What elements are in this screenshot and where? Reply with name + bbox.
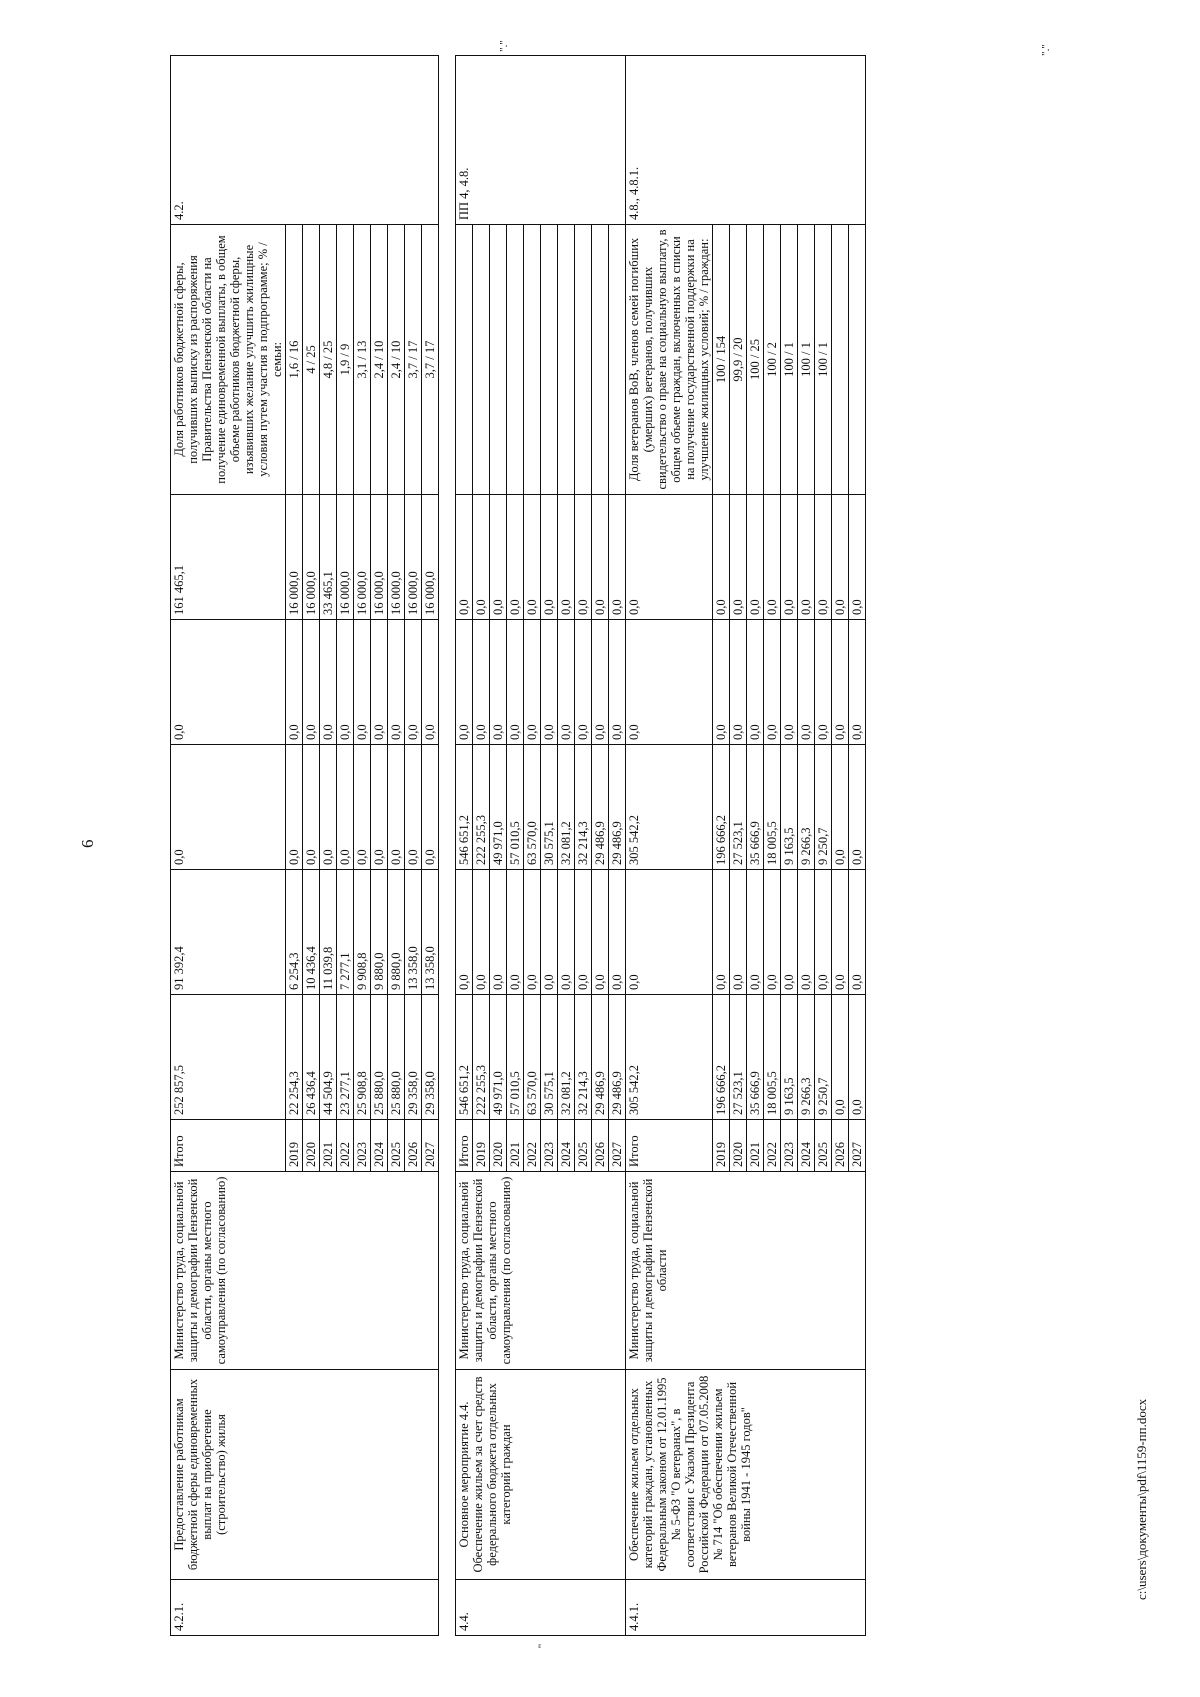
year-value: 0,0 (781, 495, 798, 620)
year-cell: 2021 (320, 1120, 337, 1172)
year-value: 0,0 (815, 620, 832, 745)
year-value: 0,0 (575, 620, 592, 745)
year-value: 0,0 (354, 620, 371, 745)
year-value: 0,0 (354, 745, 371, 870)
year-value: 18 005,5 (764, 995, 781, 1120)
indicator-value (473, 225, 490, 495)
table-body (171, 56, 866, 1636)
year-value: 0,0 (592, 870, 609, 995)
year-value: 16 000,0 (405, 495, 422, 620)
year-value: 0,0 (832, 745, 849, 870)
year-value: 44 504,9 (320, 995, 337, 1120)
total-label: Итого (626, 1120, 713, 1172)
page-number: 6 (78, 839, 97, 848)
year-cell: 2019 (473, 1120, 490, 1172)
year-value: 0,0 (337, 620, 354, 745)
quote-mark: " (536, 1643, 549, 1649)
total-value: 0,0 (456, 620, 473, 745)
indicator-value (609, 225, 626, 495)
indicator-value: 100 / 1 (798, 225, 815, 495)
year-value: 0,0 (286, 620, 303, 745)
year-value: 18 005,5 (764, 745, 781, 870)
year-cell: 2023 (541, 1120, 558, 1172)
indicator-value: 100 / 1 (781, 225, 798, 495)
year-value: 10 436,4 (303, 870, 320, 995)
year-value: 0,0 (575, 495, 592, 620)
year-value: 9 266,3 (798, 745, 815, 870)
row-code: 4.2.1. (171, 1580, 439, 1636)
year-cell: 2022 (524, 1120, 541, 1172)
year-value: 0,0 (371, 745, 388, 870)
year-value: 222 255,3 (473, 995, 490, 1120)
year-value: 0,0 (747, 495, 764, 620)
indicator-value: 100 / 2 (764, 225, 781, 495)
year-value: 25 908,8 (354, 995, 371, 1120)
year-value: 0,0 (524, 495, 541, 620)
year-cell: 2023 (354, 1120, 371, 1172)
year-value: 25 880,0 (371, 995, 388, 1120)
year-value: 0,0 (764, 495, 781, 620)
year-cell: 2019 (286, 1120, 303, 1172)
year-cell: 2027 (849, 1120, 866, 1172)
rotated-table-container (170, 56, 1078, 1636)
indicator-value (507, 225, 524, 495)
table-gap (439, 56, 456, 1636)
year-value: 16 000,0 (337, 495, 354, 620)
year-cell: 2025 (575, 1120, 592, 1172)
year-cell: 2020 (303, 1120, 320, 1172)
year-value: 27 523,1 (730, 995, 747, 1120)
year-value: 0,0 (575, 870, 592, 995)
table-row (456, 56, 473, 1636)
year-value: 0,0 (781, 870, 798, 995)
year-value: 0,0 (849, 620, 866, 745)
indicator-value: 3,7 / 17 (422, 225, 439, 495)
total-value: 91 392,4 (171, 870, 286, 995)
year-value: 0,0 (405, 620, 422, 745)
year-value: 35 666,9 (747, 995, 764, 1120)
indicator-value (832, 225, 849, 495)
year-value: 0,0 (832, 995, 849, 1120)
year-value: 0,0 (832, 495, 849, 620)
year-value: 0,0 (730, 870, 747, 995)
total-value: 0,0 (456, 495, 473, 620)
year-cell: 2023 (781, 1120, 798, 1172)
measure-name: Основное мероприятие 4.4. Обеспечение жильем за счет средств федерального бюджета отдельных категорий граждан (456, 1370, 626, 1580)
year-value: 63 570,0 (524, 745, 541, 870)
indicator-name: Доля ветеранов ВоВ, членов семей погибших (умерших) ветеранов, получивших свидетельство о праве на социальную выплату, в общем объеме граждан, включенных в списки на получение государственной поддержки на улучшение жилищных условий; % / граждан: (626, 225, 713, 495)
year-value: 29 358,0 (405, 995, 422, 1120)
footer-file-path: c:\users\документы\pdf\1159-пп.docx (1134, 1398, 1149, 1600)
year-value: 32 081,2 (558, 745, 575, 870)
year-value: 196 666,2 (713, 995, 730, 1120)
year-value: 9 880,0 (371, 870, 388, 995)
year-value: 0,0 (849, 870, 866, 995)
year-value: 29 486,9 (592, 745, 609, 870)
indicator-name (456, 225, 473, 495)
indicator-value (558, 225, 575, 495)
year-value: 0,0 (473, 870, 490, 995)
indicator-name: Доля работников бюджетной сферы, получивших выписку из распоряжения Правительства Пензенской области на получение единовременной выплаты, в общем объеме работников бюджетной сферы, изъявивших желание улучшить жилищные условия путем участия в подпрограмме; % / семьи: (171, 225, 286, 495)
year-value: 0,0 (798, 870, 815, 995)
year-value: 0,0 (609, 620, 626, 745)
year-value: 0,0 (490, 870, 507, 995)
year-value: 9 908,8 (354, 870, 371, 995)
year-cell: 2022 (337, 1120, 354, 1172)
table-row (171, 56, 286, 1636)
gap-cell (439, 56, 456, 1636)
indicator-value: 1,6 / 16 (286, 225, 303, 495)
year-value: 0,0 (609, 495, 626, 620)
year-value: 0,0 (592, 495, 609, 620)
year-value: 32 214,3 (575, 745, 592, 870)
indicator-value (575, 225, 592, 495)
indicator-value: 100 / 1 (815, 225, 832, 495)
year-value: 49 971,0 (490, 745, 507, 870)
indicator-value: 1,9 / 9 (337, 225, 354, 495)
year-value: 0,0 (524, 620, 541, 745)
year-value: 0,0 (490, 495, 507, 620)
year-value: 11 039,8 (320, 870, 337, 995)
year-value: 0,0 (849, 995, 866, 1120)
year-value: 196 666,2 (713, 745, 730, 870)
total-value: 0,0 (171, 745, 286, 870)
year-cell: 2020 (730, 1120, 747, 1172)
year-value: 13 358,0 (422, 870, 439, 995)
year-value: 49 971,0 (490, 995, 507, 1120)
year-cell: 2026 (405, 1120, 422, 1172)
year-value: 9 163,5 (781, 745, 798, 870)
indicator-value: 4,8 / 25 (320, 225, 337, 495)
row-code: 4.4.1. (626, 1580, 866, 1636)
year-value: 29 358,0 (422, 995, 439, 1120)
year-value: 16 000,0 (371, 495, 388, 620)
total-value: 305 542,2 (626, 745, 713, 870)
total-label: Итого (456, 1120, 473, 1172)
year-value: 57 010,5 (507, 745, 524, 870)
year-value: 0,0 (320, 745, 337, 870)
total-value: 161 465,1 (171, 495, 286, 620)
year-value: 0,0 (849, 495, 866, 620)
indicator-link: 4.2. (171, 56, 439, 225)
year-value: 0,0 (730, 620, 747, 745)
year-cell: 2021 (507, 1120, 524, 1172)
year-value: 0,0 (815, 870, 832, 995)
year-value: 0,0 (609, 870, 626, 995)
year-value: 0,0 (558, 870, 575, 995)
year-value: 0,0 (320, 620, 337, 745)
year-value: 0,0 (422, 745, 439, 870)
executor: Министерство труда, социальной защиты и демографии Пензенской области (626, 1172, 866, 1370)
total-value: 0,0 (171, 620, 286, 745)
year-cell: 2025 (815, 1120, 832, 1172)
indicator-value: 4 / 25 (303, 225, 320, 495)
year-value: 0,0 (747, 620, 764, 745)
year-value: 16 000,0 (286, 495, 303, 620)
indicator-value (541, 225, 558, 495)
year-value: 22 254,3 (286, 995, 303, 1120)
year-value: 0,0 (337, 745, 354, 870)
year-cell: 2025 (388, 1120, 405, 1172)
quote-mark: "." (1039, 44, 1052, 56)
indicator-value: 100 / 25 (747, 225, 764, 495)
indicator-value (524, 225, 541, 495)
year-value: 0,0 (713, 495, 730, 620)
year-value: 57 010,5 (507, 995, 524, 1120)
executor: Министерство труда, социальной защиты и демографии Пензенской области, органы местного самоуправления (по согласованию) (456, 1172, 626, 1370)
total-value: 0,0 (626, 620, 713, 745)
year-value: 0,0 (405, 745, 422, 870)
year-cell: 2027 (422, 1120, 439, 1172)
year-value: 35 666,9 (747, 745, 764, 870)
year-cell: 2019 (713, 1120, 730, 1172)
year-value: 0,0 (764, 620, 781, 745)
year-value: 9 880,0 (388, 870, 405, 995)
measure-name: Обеспечение жильем отдельных категорий граждан, установленных Федеральным законом от 12.01.1995 № 5-ФЗ "О ветеранах", в соответствии с Указом Президента Российской Федерации от 07.05.2008 № 714 "Об обеспечении жильем ветеранов Великой Отечественной войны 1941 - 1945 годов" (626, 1370, 866, 1580)
year-value: 0,0 (422, 620, 439, 745)
quote-mark: "." (497, 40, 510, 52)
year-value: 0,0 (388, 620, 405, 745)
year-value: 0,0 (832, 620, 849, 745)
year-value: 25 880,0 (388, 995, 405, 1120)
year-value: 0,0 (507, 620, 524, 745)
year-value: 0,0 (507, 495, 524, 620)
year-value: 0,0 (286, 745, 303, 870)
indicator-link: ПП 4, 4.8. (456, 56, 626, 225)
year-value: 16 000,0 (303, 495, 320, 620)
year-value: 0,0 (303, 745, 320, 870)
year-value: 0,0 (303, 620, 320, 745)
year-value: 0,0 (815, 495, 832, 620)
indicator-value: 99,9 / 20 (730, 225, 747, 495)
indicator-value: 2,4 / 10 (371, 225, 388, 495)
year-cell: 2024 (798, 1120, 815, 1172)
year-cell: 2021 (747, 1120, 764, 1172)
year-value: 0,0 (541, 870, 558, 995)
total-value: 0,0 (626, 870, 713, 995)
year-value: 32 081,2 (558, 995, 575, 1120)
year-value: 0,0 (592, 620, 609, 745)
year-value: 9 266,3 (798, 995, 815, 1120)
year-value: 32 214,3 (575, 995, 592, 1120)
year-value: 0,0 (747, 870, 764, 995)
year-value: 16 000,0 (388, 495, 405, 620)
year-value: 29 486,9 (609, 745, 626, 870)
year-value: 9 163,5 (781, 995, 798, 1120)
total-label: Итого (171, 1120, 286, 1172)
year-value: 0,0 (764, 870, 781, 995)
year-value: 26 436,4 (303, 995, 320, 1120)
total-value: 252 857,5 (171, 995, 286, 1120)
year-value: 29 486,9 (609, 995, 626, 1120)
year-value: 0,0 (524, 870, 541, 995)
year-value: 27 523,1 (730, 745, 747, 870)
year-value: 0,0 (371, 620, 388, 745)
year-value: 0,0 (713, 870, 730, 995)
year-cell: 2027 (609, 1120, 626, 1172)
year-value: 0,0 (730, 495, 747, 620)
year-cell: 2026 (832, 1120, 849, 1172)
year-value: 33 465,1 (320, 495, 337, 620)
year-cell: 2022 (764, 1120, 781, 1172)
year-cell: 2024 (558, 1120, 575, 1172)
year-cell: 2020 (490, 1120, 507, 1172)
year-value: 0,0 (849, 745, 866, 870)
indicator-value (849, 225, 866, 495)
total-value: 546 651,2 (456, 745, 473, 870)
indicator-value: 3,1 / 13 (354, 225, 371, 495)
program-table (170, 55, 866, 1636)
year-value: 9 250,7 (815, 995, 832, 1120)
total-value: 0,0 (456, 870, 473, 995)
year-value: 0,0 (713, 620, 730, 745)
year-value: 16 000,0 (422, 495, 439, 620)
indicator-value: 3,7 / 17 (405, 225, 422, 495)
total-value: 0,0 (626, 495, 713, 620)
year-value: 30 575,1 (541, 745, 558, 870)
total-value: 305 542,2 (626, 995, 713, 1120)
year-value: 0,0 (558, 495, 575, 620)
year-value: 0,0 (832, 870, 849, 995)
executor: Министерство труда, социальной защиты и демографии Пензенской области, органы местного самоуправления (по согласованию) (171, 1172, 439, 1370)
total-value: 546 651,2 (456, 995, 473, 1120)
measure-name: Предоставление работникам бюджетной сферы единовременных выплат на приобретение (строительство) жилья (171, 1370, 439, 1580)
year-cell: 2026 (592, 1120, 609, 1172)
indicator-value: 2,4 / 10 (388, 225, 405, 495)
year-value: 0,0 (781, 620, 798, 745)
year-value: 0,0 (541, 620, 558, 745)
year-value: 30 575,1 (541, 995, 558, 1120)
year-value: 0,0 (507, 870, 524, 995)
year-value: 63 570,0 (524, 995, 541, 1120)
year-value: 16 000,0 (354, 495, 371, 620)
year-value: 222 255,3 (473, 745, 490, 870)
year-value: 0,0 (473, 495, 490, 620)
indicator-value: 100 / 154 (713, 225, 730, 495)
year-value: 9 250,7 (815, 745, 832, 870)
table-row (626, 56, 713, 1636)
year-value: 0,0 (490, 620, 507, 745)
indicator-link: 4.8., 4.8.1. (626, 56, 866, 225)
year-value: 0,0 (541, 495, 558, 620)
year-value: 23 277,1 (337, 995, 354, 1120)
year-value: 29 486,9 (592, 995, 609, 1120)
year-value: 7 277,1 (337, 870, 354, 995)
row-code: 4.4. (456, 1580, 626, 1636)
indicator-value (490, 225, 507, 495)
year-value: 0,0 (388, 745, 405, 870)
year-value: 6 254,3 (286, 870, 303, 995)
year-cell: 2024 (371, 1120, 388, 1172)
year-value: 0,0 (558, 620, 575, 745)
year-value: 0,0 (473, 620, 490, 745)
year-value: 0,0 (798, 620, 815, 745)
year-value: 0,0 (798, 495, 815, 620)
year-value: 13 358,0 (405, 870, 422, 995)
indicator-value (592, 225, 609, 495)
